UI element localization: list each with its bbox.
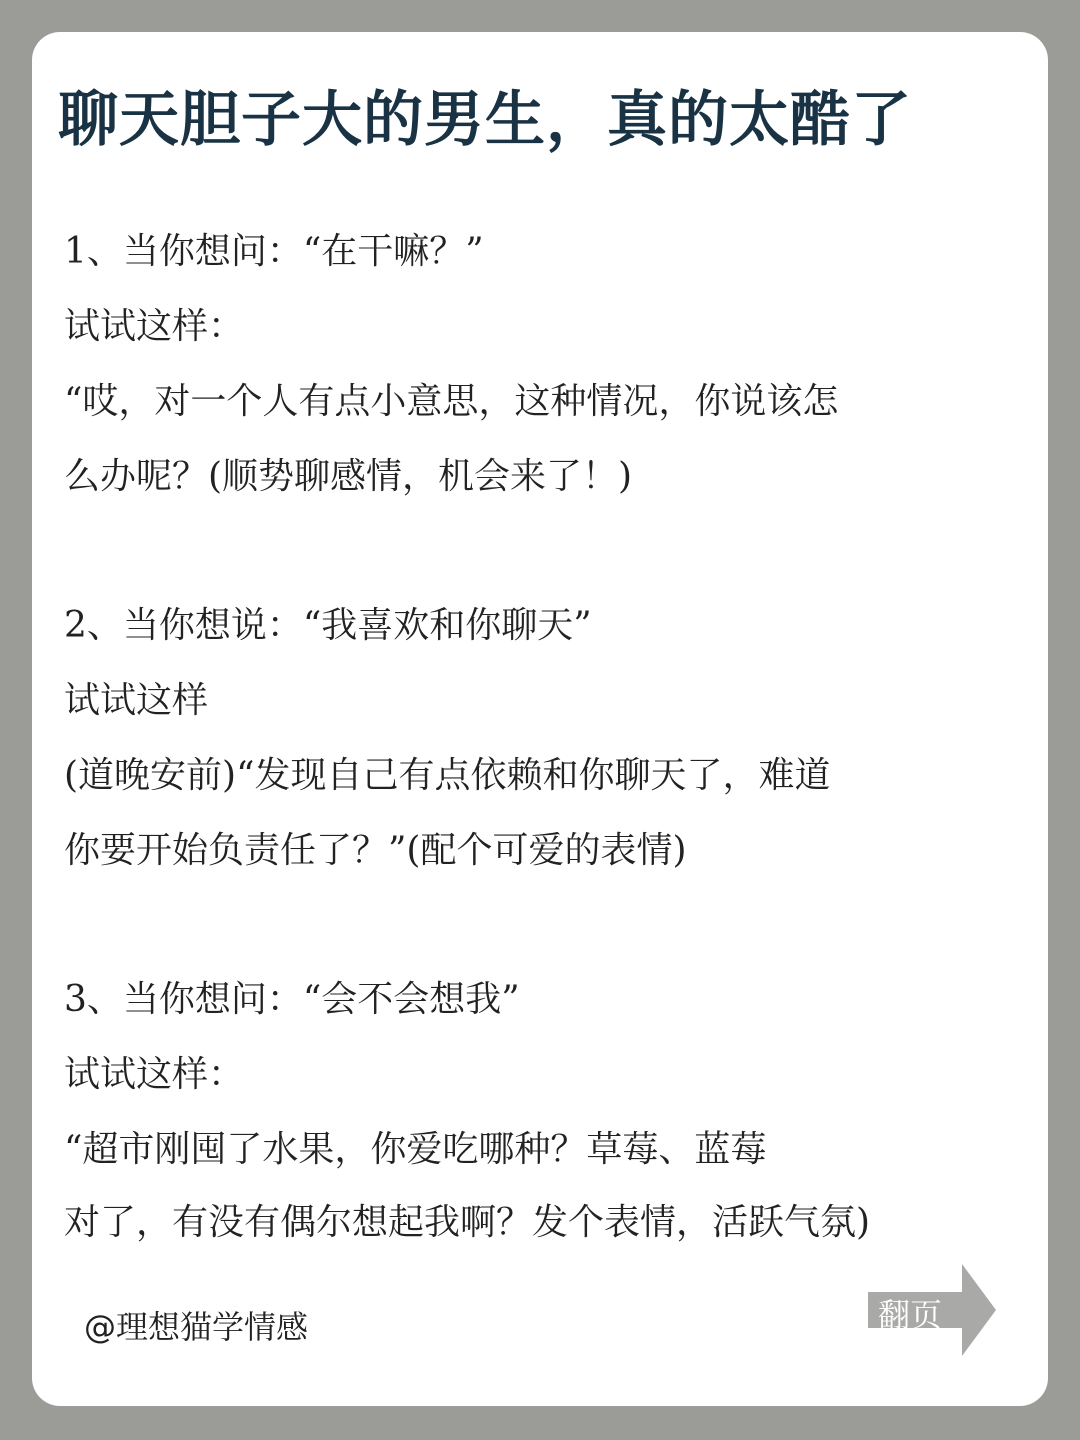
tip-answer-line: 么办呢？(顺势聊感情，机会来了！) (64, 456, 633, 497)
tip-question: 1、当你想问：“在干嘛？” (64, 231, 484, 272)
tip-answer-line: “哎，对一个人有点小意思，这种情况，你说该怎 (64, 381, 839, 422)
tip-answer-line: (道晚安前)“发现自己有点依赖和你聊天了，难道 (64, 755, 831, 796)
next-page-label: 翻页 (878, 1296, 943, 1334)
tip-lead: 试试这样： (64, 306, 245, 347)
tip-answer-line: 对了，有没有偶尔想起我啊？发个表情，活跃气氛) (64, 1202, 871, 1243)
page-title: 聊天胆子大的男生，真的太酷了 (58, 85, 912, 155)
next-page-button[interactable] (868, 1264, 996, 1356)
tip-lead: 试试这样 (64, 680, 209, 721)
tip-question: 2、当你想说：“我喜欢和你聊天” (64, 605, 592, 646)
tip-question: 3、当你想问：“会不会想我” (64, 979, 520, 1020)
author-handle: @理想猫学情感 (84, 1308, 309, 1346)
tip-answer-line: “超市刚囤了水果，你爱吃哪种？草莓、蓝莓 (64, 1129, 767, 1170)
tip-lead: 试试这样： (64, 1054, 245, 1095)
tip-answer-line: 你要开始负责任了？”(配个可爱的表情) (64, 830, 687, 871)
